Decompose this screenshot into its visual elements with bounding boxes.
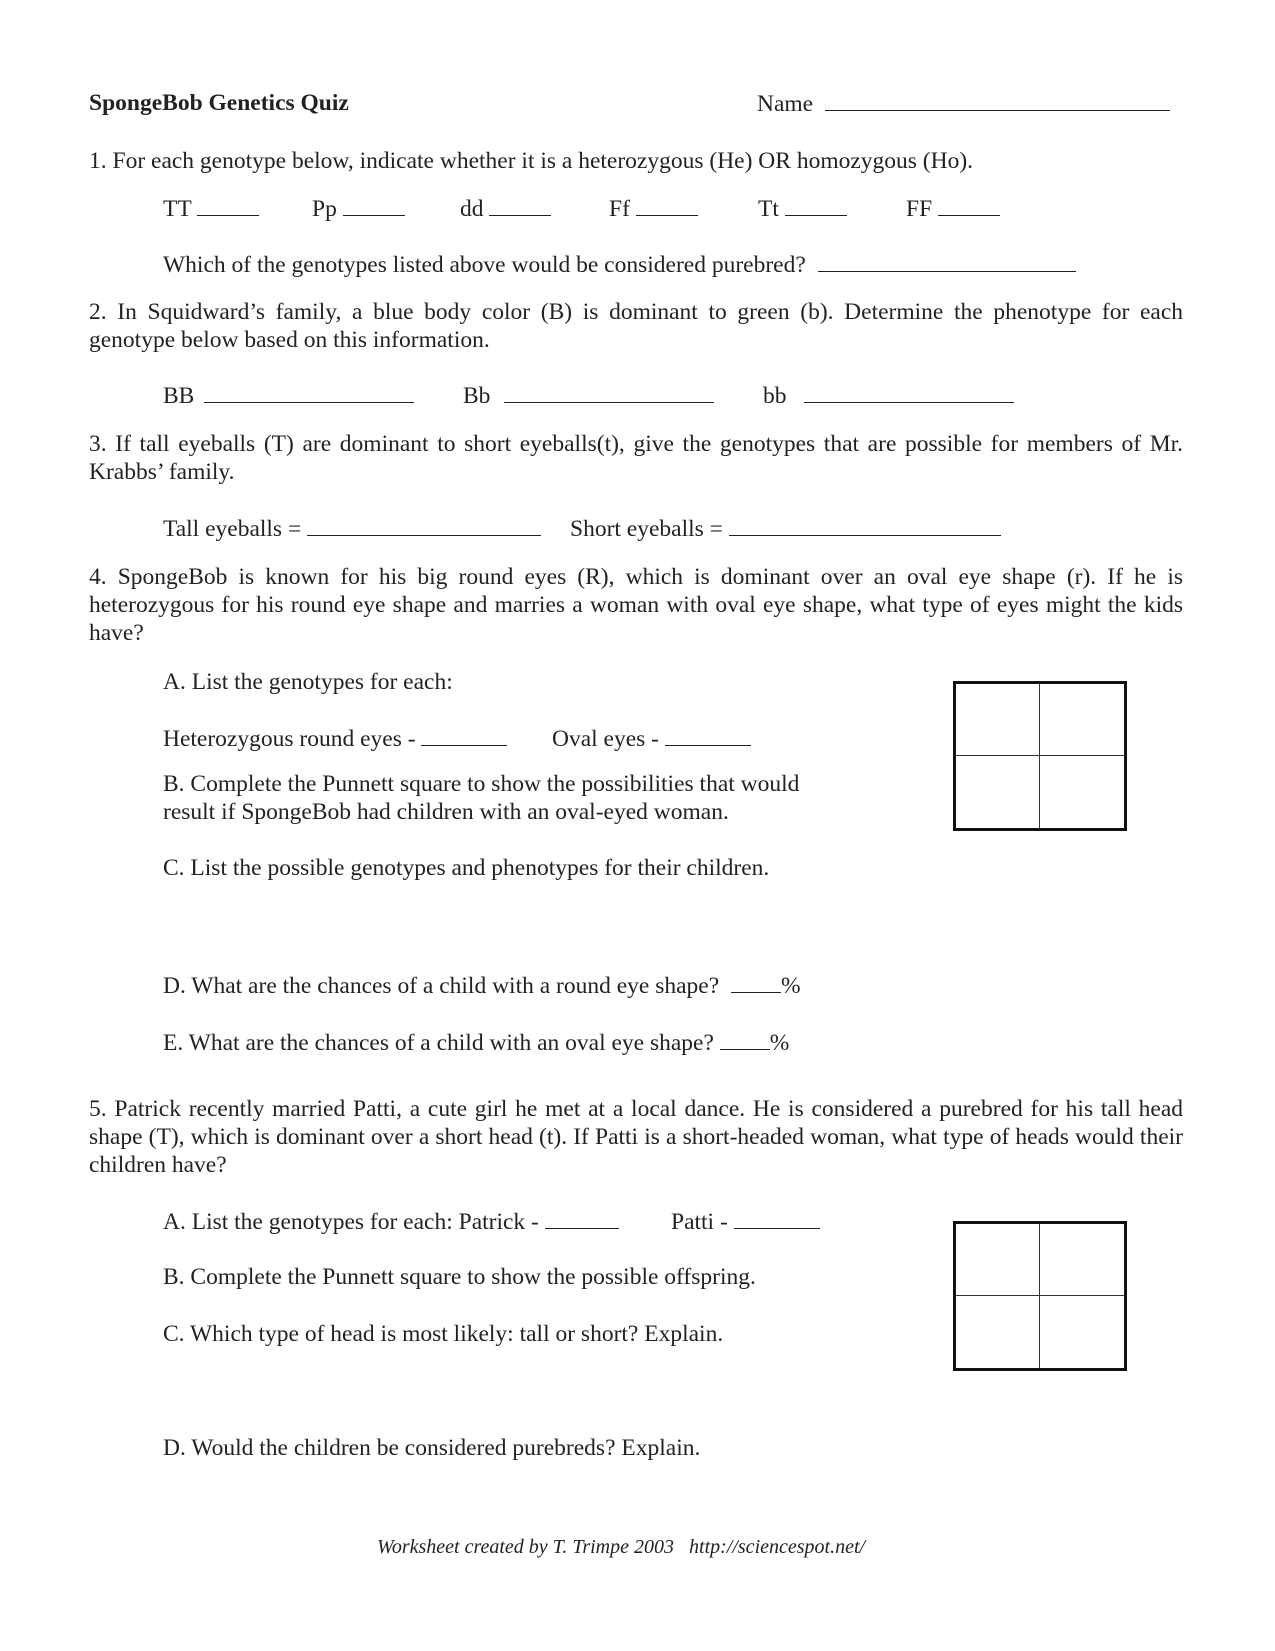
q3-tall-blank[interactable]	[307, 517, 541, 536]
q1-purebred-question: Which of the genotypes listed above would be considered purebred?	[163, 252, 806, 278]
q1-purebred-blank[interactable]	[818, 253, 1076, 272]
q3-prompt: 3. If tall eyeballs (T) are dominant to short eyeballs(t), give the genotypes that are possible for members of Mr. Krabbs’ family.	[89, 431, 1183, 485]
q4-part-b-line1: B. Complete the Punnett square to show the possibilities that would	[163, 771, 800, 797]
q4-round-blank[interactable]	[731, 974, 781, 993]
q1-purebred	[163, 253, 1076, 278]
q2-prompt: 2. In Squidward’s family, a blue body color (B) is dominant to green (b). Determine the phenotype for each genotype below based on this information.	[89, 299, 1183, 353]
q2-blank-2[interactable]	[504, 384, 714, 403]
punnett-cell[interactable]	[1040, 1224, 1124, 1296]
q4-part-d: D. What are the chances of a child with a round eye shape? %	[163, 973, 801, 999]
q3-short: Short eyeballs =	[570, 517, 1001, 542]
punnett-cell[interactable]	[956, 1296, 1040, 1368]
q2-bb-recessive: bb	[763, 384, 1014, 409]
q5-patti: Patti -	[671, 1210, 820, 1235]
q2-bb-hetero: Bb	[463, 384, 714, 409]
q4-part-e: E. What are the chances of a child with an oval eye shape? %	[163, 1030, 790, 1056]
q1-genotype-2: Pp	[312, 197, 405, 222]
q1-genotype-1: TT	[163, 197, 259, 222]
q1-genotype-5: Tt	[758, 197, 847, 222]
q4-part-c: C. List the possible genotypes and phenotypes for their children.	[163, 855, 770, 881]
q1-blank-4[interactable]	[636, 197, 698, 216]
q3-short-blank[interactable]	[729, 517, 1001, 536]
q4-oval: Oval eyes -	[552, 727, 751, 752]
q5-patrick-blank[interactable]	[545, 1210, 619, 1229]
q1-blank-2[interactable]	[343, 197, 405, 216]
q1-blank-6[interactable]	[938, 197, 1000, 216]
q5-part-c: C. Which type of head is most likely: tall or short? Explain.	[163, 1321, 724, 1347]
q4-punnett-square[interactable]	[953, 681, 1127, 831]
q1-blank-5[interactable]	[785, 197, 847, 216]
q4-oval-chance-blank[interactable]	[720, 1031, 770, 1050]
q4-hetero: Heterozygous round eyes -	[163, 727, 507, 752]
q4-oval-blank[interactable]	[665, 727, 751, 746]
punnett-cell[interactable]	[1040, 756, 1124, 828]
footer	[377, 1537, 865, 1557]
punnett-cell[interactable]	[956, 756, 1040, 828]
q3-tall: Tall eyeballs =	[163, 517, 541, 542]
footer-url[interactable]: http://sciencespot.net/	[689, 1536, 866, 1558]
q4-part-b-line2: result if SpongeBob had children with an oval-eyed woman.	[163, 799, 729, 825]
name-label: Name	[757, 91, 814, 117]
name-field[interactable]	[757, 92, 1170, 117]
q1-genotype-6: FF	[906, 197, 1000, 222]
q2-bb-dominant: BB	[163, 384, 414, 409]
q1-genotype-3: dd	[460, 197, 551, 222]
q5-part-d: D. Would the children be considered purebreds? Explain.	[163, 1435, 701, 1461]
page-title: SpongeBob Genetics Quiz	[89, 90, 349, 116]
q1-prompt: 1. For each genotype below, indicate whether it is a heterozygous (He) OR homozygous (Ho).	[89, 148, 974, 174]
punnett-cell[interactable]	[1040, 1296, 1124, 1368]
q4-prompt: 4. SpongeBob is known for his big round eyes (R), which is dominant over an oval eye shape (r). If he is heterozygous for his round eye shape and marries a woman with oval eye shape, what type of eyes might the kids have?	[89, 564, 1183, 646]
q2-blank-3[interactable]	[804, 384, 1014, 403]
name-blank[interactable]	[825, 92, 1170, 111]
punnett-cell[interactable]	[1040, 684, 1124, 756]
q5-part-a: A. List the genotypes for each: Patrick -	[163, 1210, 619, 1235]
q4-part-a: A. List the genotypes for each:	[163, 669, 453, 695]
q5-punnett-square[interactable]	[953, 1221, 1127, 1371]
q5-patti-blank[interactable]	[734, 1210, 820, 1229]
q1-genotype-4: Ff	[609, 197, 698, 222]
punnett-cell[interactable]	[956, 1224, 1040, 1296]
q5-prompt: 5. Patrick recently married Patti, a cute girl he met at a local dance. He is considered a purebred for his tall head shape (T), which is dominant over a short head (t). If Patti is a short-headed woman, what type of heads would their children have?	[89, 1096, 1183, 1178]
q2-blank-1[interactable]	[204, 384, 414, 403]
q4-hetero-blank[interactable]	[421, 727, 507, 746]
q1-blank-1[interactable]	[197, 197, 259, 216]
punnett-cell[interactable]	[956, 684, 1040, 756]
footer-credit: Worksheet created by T. Trimpe 2003	[377, 1536, 675, 1558]
q5-part-b: B. Complete the Punnett square to show the possible offspring.	[163, 1264, 756, 1290]
q1-blank-3[interactable]	[489, 197, 551, 216]
